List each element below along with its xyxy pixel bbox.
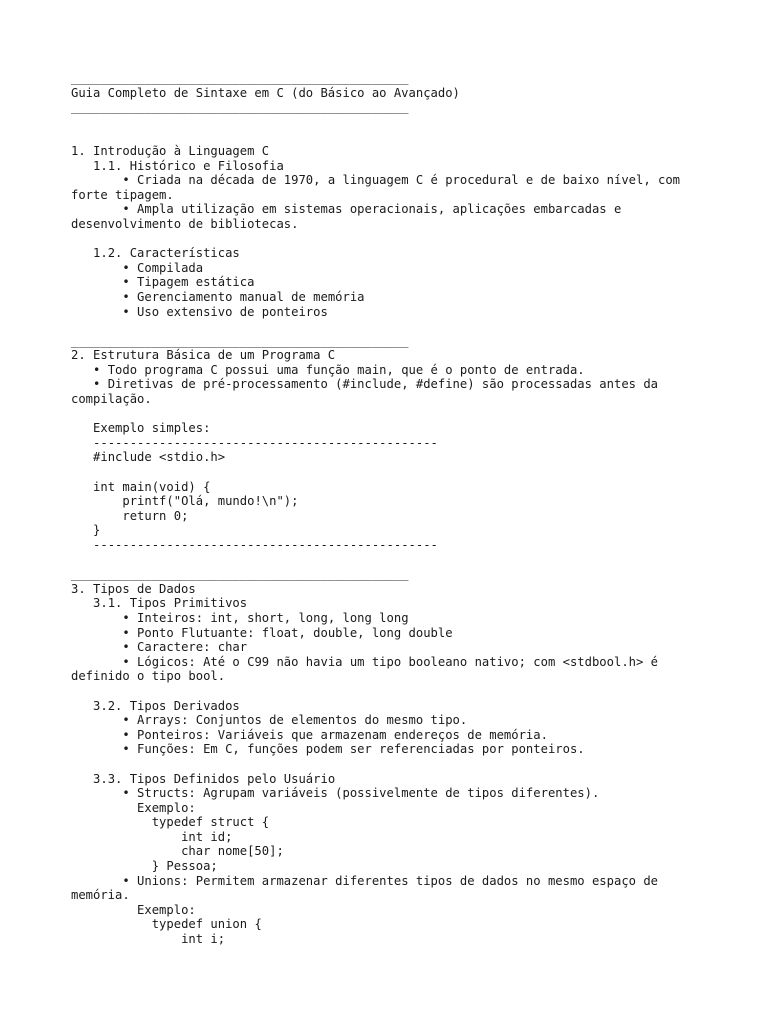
- document-line: ______________________________________________: [71, 567, 409, 582]
- document-line: Guia Completo de Sintaxe em C (do Básico ao Avançado): [71, 85, 460, 100]
- document-line: 3.1. Tipos Primitivos: [71, 596, 248, 611]
- document-line: • Structs: Agrupam variáveis (possivelmente de tipos diferentes).: [71, 786, 600, 801]
- document-line: [71, 553, 711, 568]
- document-line: 1.2. Características: [71, 246, 240, 261]
- document-line: 2. Estrutura Básica de um Programa C: [71, 348, 336, 363]
- document-line: [71, 407, 711, 422]
- document-line: #include <stdio.h>: [71, 450, 226, 465]
- document-line: • Compilada: [71, 260, 204, 275]
- document-line: Exemplo:: [71, 902, 196, 917]
- document-line: return 0;: [71, 508, 189, 523]
- document-line: printf("Olá, mundo!\n");: [71, 494, 299, 509]
- document-line: [71, 232, 711, 247]
- document-line: Exemplo simples:: [71, 421, 211, 436]
- document-line: typedef struct {: [71, 815, 270, 830]
- document-line: int i;: [71, 932, 226, 947]
- document-line: 3. Tipos de Dados: [71, 581, 196, 596]
- document-line: • Funções: Em C, funções podem ser referenciadas por ponteiros.: [71, 742, 585, 757]
- document-line: 3.3. Tipos Definidos pelo Usuário: [71, 771, 336, 786]
- document-line: 3.2. Tipos Derivados: [71, 698, 240, 713]
- document-line: Exemplo:: [71, 800, 196, 815]
- document-line: • Caractere: char: [71, 640, 248, 655]
- document-line: • Inteiros: int, short, long, long long: [71, 610, 409, 625]
- document-line: char nome[50];: [71, 844, 284, 859]
- document-line: [71, 684, 711, 699]
- document-line: }: [71, 523, 101, 538]
- document-line: int id;: [71, 829, 233, 844]
- document-line: -----------------------------------------------: [71, 538, 438, 552]
- document-line: [71, 129, 711, 144]
- document-line: • Diretivas de pré-processamento (#include, #define) são processadas antes da compilação.: [71, 377, 666, 407]
- document-line: • Arrays: Conjuntos de elementos do mesmo tipo.: [71, 713, 468, 728]
- document-line: • Uso extensivo de ponteiros: [71, 304, 328, 319]
- document-line: [71, 115, 711, 130]
- document-line: [71, 757, 711, 772]
- document-line: • Gerenciamento manual de memória: [71, 289, 365, 304]
- document-line: 1. Introdução à Linguagem C: [71, 143, 270, 158]
- document-line: 1.1. Histórico e Filosofia: [71, 158, 284, 173]
- document-line: } Pessoa;: [71, 859, 218, 874]
- document-line: • Criada na década de 1970, a linguagem C é procedural e de baixo nível, com forte tipagem.: [71, 173, 688, 202]
- document-line: • Ampla utilização em sistemas operacionais, aplicações embarcadas e desenvolvimento de bibliotecas.: [71, 202, 629, 231]
- document-line: • Ponteiros: Variáveis que armazenam endereços de memória.: [71, 727, 548, 742]
- document-line: ______________________________________________: [71, 100, 409, 115]
- document-line: typedef union {: [71, 917, 262, 932]
- document-line: • Lógicos: Até o C99 não havia um tipo booleano nativo; com <stdbool.h> é definido o tipo bool.: [71, 654, 666, 684]
- document-line: • Tipagem estática: [71, 275, 255, 290]
- document-line: [71, 319, 711, 334]
- document-line: [71, 465, 711, 480]
- document-body: [71, 71, 711, 947]
- document-line: ______________________________________________: [71, 71, 409, 85]
- document-line: • Unions: Permitem armazenar diferentes tipos de dados no mesmo espaço de memória.: [71, 873, 666, 903]
- document-line: • Todo programa C possui uma função main, que é o ponto de entrada.: [71, 362, 585, 377]
- document-line: ______________________________________________: [71, 333, 409, 348]
- document-line: -----------------------------------------------: [71, 435, 438, 450]
- document-line: • Ponto Flutuante: float, double, long double: [71, 625, 453, 640]
- document-line: int main(void) {: [71, 479, 211, 494]
